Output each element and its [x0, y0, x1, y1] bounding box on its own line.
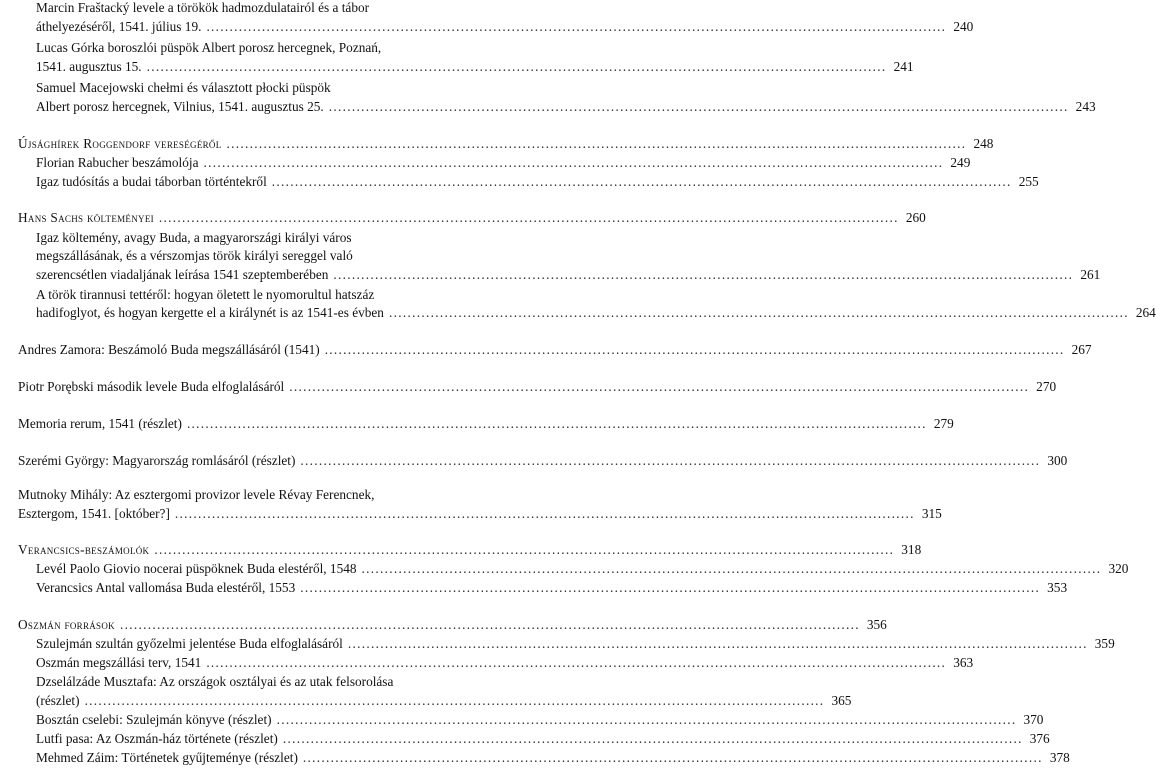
page-number: 356 — [866, 617, 887, 632]
entry-title: Esztergom, 1541. [október?] — [18, 506, 170, 521]
toc-entry — [0, 38, 523, 58]
page-number: 318 — [901, 542, 922, 557]
dot-leader: ................................................................................................................................................................ — [206, 19, 947, 34]
toc-entry — [0, 0, 523, 18]
toc-entry — [0, 246, 523, 266]
dot-leader: ................................................................................................................................................................ — [186, 416, 927, 431]
page-number: 267 — [1071, 342, 1092, 357]
dot-leader: ................................................................................................................................................................ — [347, 636, 1088, 651]
toc-entry — [0, 578, 1068, 598]
entry-title: Andres Zamora: Beszámoló Buda megszállásáról (1541) — [18, 342, 320, 357]
entry-title: Oszmán források — [18, 617, 115, 632]
page-number: 249 — [950, 155, 971, 170]
page-number: 365 — [831, 693, 852, 708]
toc-entry — [0, 672, 523, 692]
dot-leader: ................................................................................................................................................................ — [300, 580, 1041, 595]
dot-leader: ................................................................................................................................................................ — [276, 712, 1017, 727]
toc-entry — [0, 303, 1156, 323]
dot-leader: ................................................................................................................................................................ — [206, 655, 947, 670]
entry-title: Lutfi pasa: Az Oszmán-ház története (részlet) — [36, 731, 278, 746]
dot-leader: ................................................................................................................................................................ — [271, 174, 1012, 189]
dot-leader: ................................................................................................................................................................ — [388, 305, 1129, 320]
entry-title: Piotr Porębski második levele Buda elfoglalásáról — [18, 379, 285, 394]
entry-title: Samuel Macejowski chełmi és választott płocki püspök — [36, 80, 331, 95]
page-number: 370 — [1023, 712, 1044, 727]
entry-title: Szerémi György: Magyarország romlásáról (részlet) — [18, 453, 296, 468]
toc-entry — [0, 134, 994, 154]
entry-title: Verancsics-beszámolók — [18, 542, 150, 557]
dot-leader: ................................................................................................................................................................ — [146, 59, 887, 74]
dot-leader: ................................................................................................................................................................ — [226, 136, 967, 151]
page-number: 261 — [1080, 267, 1101, 282]
dot-leader: ................................................................................................................................................................ — [333, 267, 1074, 282]
entry-title: (részlet) — [36, 693, 80, 708]
toc-entry — [0, 57, 914, 77]
toc-entry — [0, 285, 523, 305]
toc-entry — [0, 634, 1115, 654]
page-number: 279 — [933, 416, 954, 431]
dot-leader: ................................................................................................................................................................ — [324, 342, 1065, 357]
entry-title: Levél Paolo Giovio nocerai püspöknek Buda elestéről, 1548 — [36, 561, 357, 576]
entry-title: Albert porosz hercegnek, Vilnius, 1541. augusztus 25. — [36, 99, 324, 114]
entry-title: Florian Rabucher beszámolója — [36, 155, 199, 170]
entry-title: Oszmán megszállási terv, 1541 — [36, 655, 202, 670]
dot-leader: ................................................................................................................................................................ — [174, 506, 915, 521]
page-number: 260 — [905, 210, 926, 225]
entry-title: megszállásának, és a vérszomjas török királyi sereggel való — [36, 248, 353, 263]
page-number: 264 — [1135, 305, 1156, 320]
page-number: 300 — [1047, 453, 1068, 468]
entry-title: Igaz költemény, avagy Buda, a magyarországi királyi város — [36, 230, 352, 245]
toc-entry — [0, 153, 971, 173]
dot-leader: ................................................................................................................................................................ — [328, 99, 1069, 114]
dot-leader: ................................................................................................................................................................ — [289, 379, 1030, 394]
page-number: 376 — [1029, 731, 1050, 746]
dot-leader: ................................................................................................................................................................ — [302, 750, 1043, 765]
entry-title: Marcin Fraštacký levele a törökök hadmozdulatairól és a tábor — [36, 0, 370, 15]
page-number: 248 — [973, 136, 994, 151]
toc-entry — [0, 265, 1101, 285]
toc-entry — [0, 377, 1057, 397]
toc-entry — [0, 340, 1092, 360]
page-number: 353 — [1047, 580, 1068, 595]
toc-entry — [0, 228, 523, 248]
toc-entry — [0, 78, 523, 98]
toc-entry — [0, 414, 954, 434]
toc-entry — [0, 729, 1050, 749]
toc-entry — [0, 97, 1096, 117]
entry-title: A török tirannusi tettéről: hogyan öletett le nyomorultul hatszáz — [36, 287, 375, 302]
dot-leader: ................................................................................................................................................................ — [119, 617, 860, 632]
toc-entry — [0, 504, 942, 524]
dot-leader: ................................................................................................................................................................ — [203, 155, 944, 170]
entry-title: Lucas Górka boroszlói püspök Albert porosz hercegnek, Poznań, — [36, 40, 382, 55]
dot-leader: ................................................................................................................................................................ — [282, 731, 1023, 746]
entry-title: Dzselálzáde Musztafa: Az országok osztályai és az utak felsorolása — [36, 674, 394, 689]
dot-leader: ................................................................................................................................................................ — [361, 561, 1102, 576]
entry-title: Igaz tudósítás a budai táborban történtekről — [36, 174, 267, 189]
toc-entry — [0, 748, 1070, 768]
page-number: 359 — [1094, 636, 1115, 651]
toc-entry — [0, 172, 1039, 192]
entry-title: Mutnoky Mihály: Az esztergomi provizor levele Révay Ferencnek, — [18, 487, 375, 502]
page-number: 363 — [953, 655, 974, 670]
entry-title: szerencsétlen viadaljának leírása 1541 szeptemberében — [36, 267, 329, 282]
entry-title: Verancsics Antal vallomása Buda elestéről, 1553 — [36, 580, 296, 595]
toc-entry — [0, 451, 1068, 471]
page-number: 315 — [921, 506, 942, 521]
entry-title: Újsághírek Roggendorf vereségéről — [18, 136, 222, 151]
entry-title: hadifoglyot, és hogyan kergette el a királynét is az 1541-es évben — [36, 305, 384, 320]
toc-entry — [0, 485, 523, 505]
toc-entry — [0, 691, 852, 711]
page-number: 240 — [953, 19, 974, 34]
dot-leader: ................................................................................................................................................................ — [300, 453, 1041, 468]
dot-leader: ................................................................................................................................................................ — [84, 693, 825, 708]
page-number: 241 — [893, 59, 914, 74]
page-number: 378 — [1049, 750, 1070, 765]
dot-leader: ................................................................................................................................................................ — [154, 542, 895, 557]
entry-title: Hans Sachs költeményei — [18, 210, 154, 225]
entry-title: Mehmed Záim: Történetek gyűjteménye (részlet) — [36, 750, 298, 765]
entry-title: Szulejmán szultán győzelmi jelentése Buda elfoglalásáról — [36, 636, 343, 651]
entry-title: áthelyezéséről, 1541. július 19. — [36, 19, 202, 34]
toc-entry — [0, 559, 1129, 579]
page-number: 320 — [1108, 561, 1129, 576]
page-number: 270 — [1036, 379, 1057, 394]
toc-entry — [0, 17, 974, 37]
entry-title: Bosztán cselebi: Szulejmán könyve (részlet) — [36, 712, 272, 727]
dot-leader: ................................................................................................................................................................ — [158, 210, 899, 225]
page-number: 243 — [1075, 99, 1096, 114]
toc-entry — [0, 615, 887, 635]
entry-title: Memoria rerum, 1541 (részlet) — [18, 416, 182, 431]
toc-entry — [0, 208, 926, 228]
page-number: 255 — [1018, 174, 1039, 189]
toc-entry — [0, 653, 974, 673]
toc-entry — [0, 710, 1044, 730]
toc-entry — [0, 540, 922, 560]
entry-title: 1541. augusztus 15. — [36, 59, 142, 74]
